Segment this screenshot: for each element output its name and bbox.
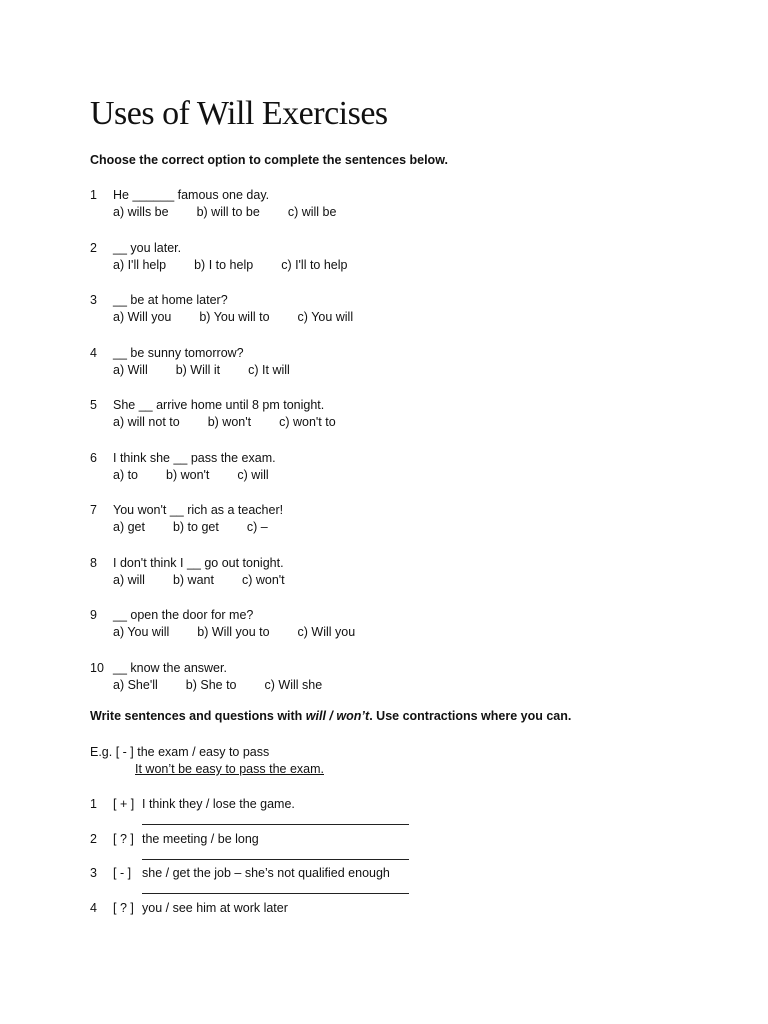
option-a: a) Will you [113,310,172,324]
writing-item-number: 4 [90,901,97,915]
question-options [113,624,383,641]
answer-line[interactable] [142,893,409,894]
question-text: I don't think I __ go out tonight. [113,555,284,570]
question-options [113,677,350,694]
option-a: a) Will [113,362,148,377]
question-options [113,309,381,326]
option-c: c) won't to [279,415,336,429]
writing-item-mark: [ ? ] [113,901,134,915]
writing-item-number: 2 [90,832,97,846]
question-options [113,257,376,274]
writing-item-mark: [ + ] [113,797,135,811]
example-block [90,744,324,778]
question-number: 1 [90,188,97,202]
question-number: 7 [90,503,97,517]
writing-item [90,831,490,865]
option-c: c) It will [248,362,290,377]
question-number: 10 [90,660,104,675]
option-b: b) Will you to [197,625,270,639]
example-answer: It won’t be easy to pass the exam. [135,762,324,776]
option-a: a) She'll [113,677,158,692]
option-a: a) I'll help [113,257,167,272]
option-b: b) She to [185,677,237,692]
option-a: a) will not to [113,415,180,429]
question-text: __ be sunny tomorrow? [113,345,244,360]
question-number: 9 [90,608,97,622]
option-a: a) will [113,572,145,587]
page-title: Uses of Will Exercises [90,95,388,132]
question-number: 4 [90,345,97,360]
option-b: b) I to help [194,257,254,272]
writing-item-number: 1 [90,797,97,811]
option-c: c) – [246,520,268,534]
question-text: She __ arrive home until 8 pm tonight. [113,398,325,412]
option-b: b) won't [166,467,210,482]
writing-item [90,865,490,899]
writing-item-number: 3 [90,866,97,880]
option-c: c) will [237,467,269,482]
question-number: 8 [90,555,97,570]
writing-item-mark: [ - ] [113,866,132,880]
option-b: b) You will to [199,310,270,324]
option-a: a) You will [113,625,170,639]
example-prompt: E.g. [ - ] the exam / easy to pass [90,745,270,759]
writing-item-prompt: she / get the job – she’s not qualified enough [142,866,390,880]
option-c: c) You will [297,310,354,324]
option-b: b) to get [172,520,219,534]
question-text: __ be at home later? [113,293,228,307]
option-c: c) I'll to help [281,257,348,272]
option-b: b) want [172,572,214,587]
option-c: c) won't [241,572,285,587]
option-b: b) will to be [196,205,260,219]
writing-item-prompt: the meeting / be long [142,832,259,846]
option-a: a) to [113,467,139,482]
question-text: __ you later. [113,240,182,255]
section2-instruction-emphasis: will / won’t [305,709,370,723]
section1-instruction: Choose the correct option to complete the sentences below. [90,153,448,167]
option-b: b) won't [207,415,252,429]
option-c: c) will be [287,205,337,219]
writing-item-mark: [ ? ] [113,832,134,846]
question-text: __ know the answer. [113,660,227,675]
section2-instruction-end: . Use contractions where you can. [369,709,572,723]
question-number: 5 [90,398,97,412]
question-options [113,467,297,484]
question-options [113,414,364,431]
writing-item [90,796,490,830]
writing-item [90,900,490,934]
option-b: b) Will it [175,362,221,377]
section2-instruction [90,709,571,723]
question-options [113,519,296,536]
answer-line[interactable] [142,859,409,860]
question-text: __ open the door for me? [113,608,254,622]
question-text: He ______ famous one day. [113,188,270,202]
question-text: You won't __ rich as a teacher! [113,503,284,517]
question-options [113,362,318,379]
question-number: 3 [90,293,97,307]
option-a: a) wills be [113,205,169,219]
section2-instruction-start: Write sentences and questions with [90,709,306,723]
option-a: a) get [113,520,145,534]
question-number: 2 [90,240,97,255]
option-c: c) Will she [264,677,323,692]
writing-item-prompt: I think they / lose the game. [142,797,295,811]
option-c: c) Will you [297,625,356,639]
question-text: I think she __ pass the exam. [113,450,276,465]
question-number: 6 [90,450,97,465]
question-options [113,204,364,221]
writing-item-prompt: you / see him at work later [142,901,288,915]
question-options [113,572,313,589]
answer-line[interactable] [142,824,409,825]
